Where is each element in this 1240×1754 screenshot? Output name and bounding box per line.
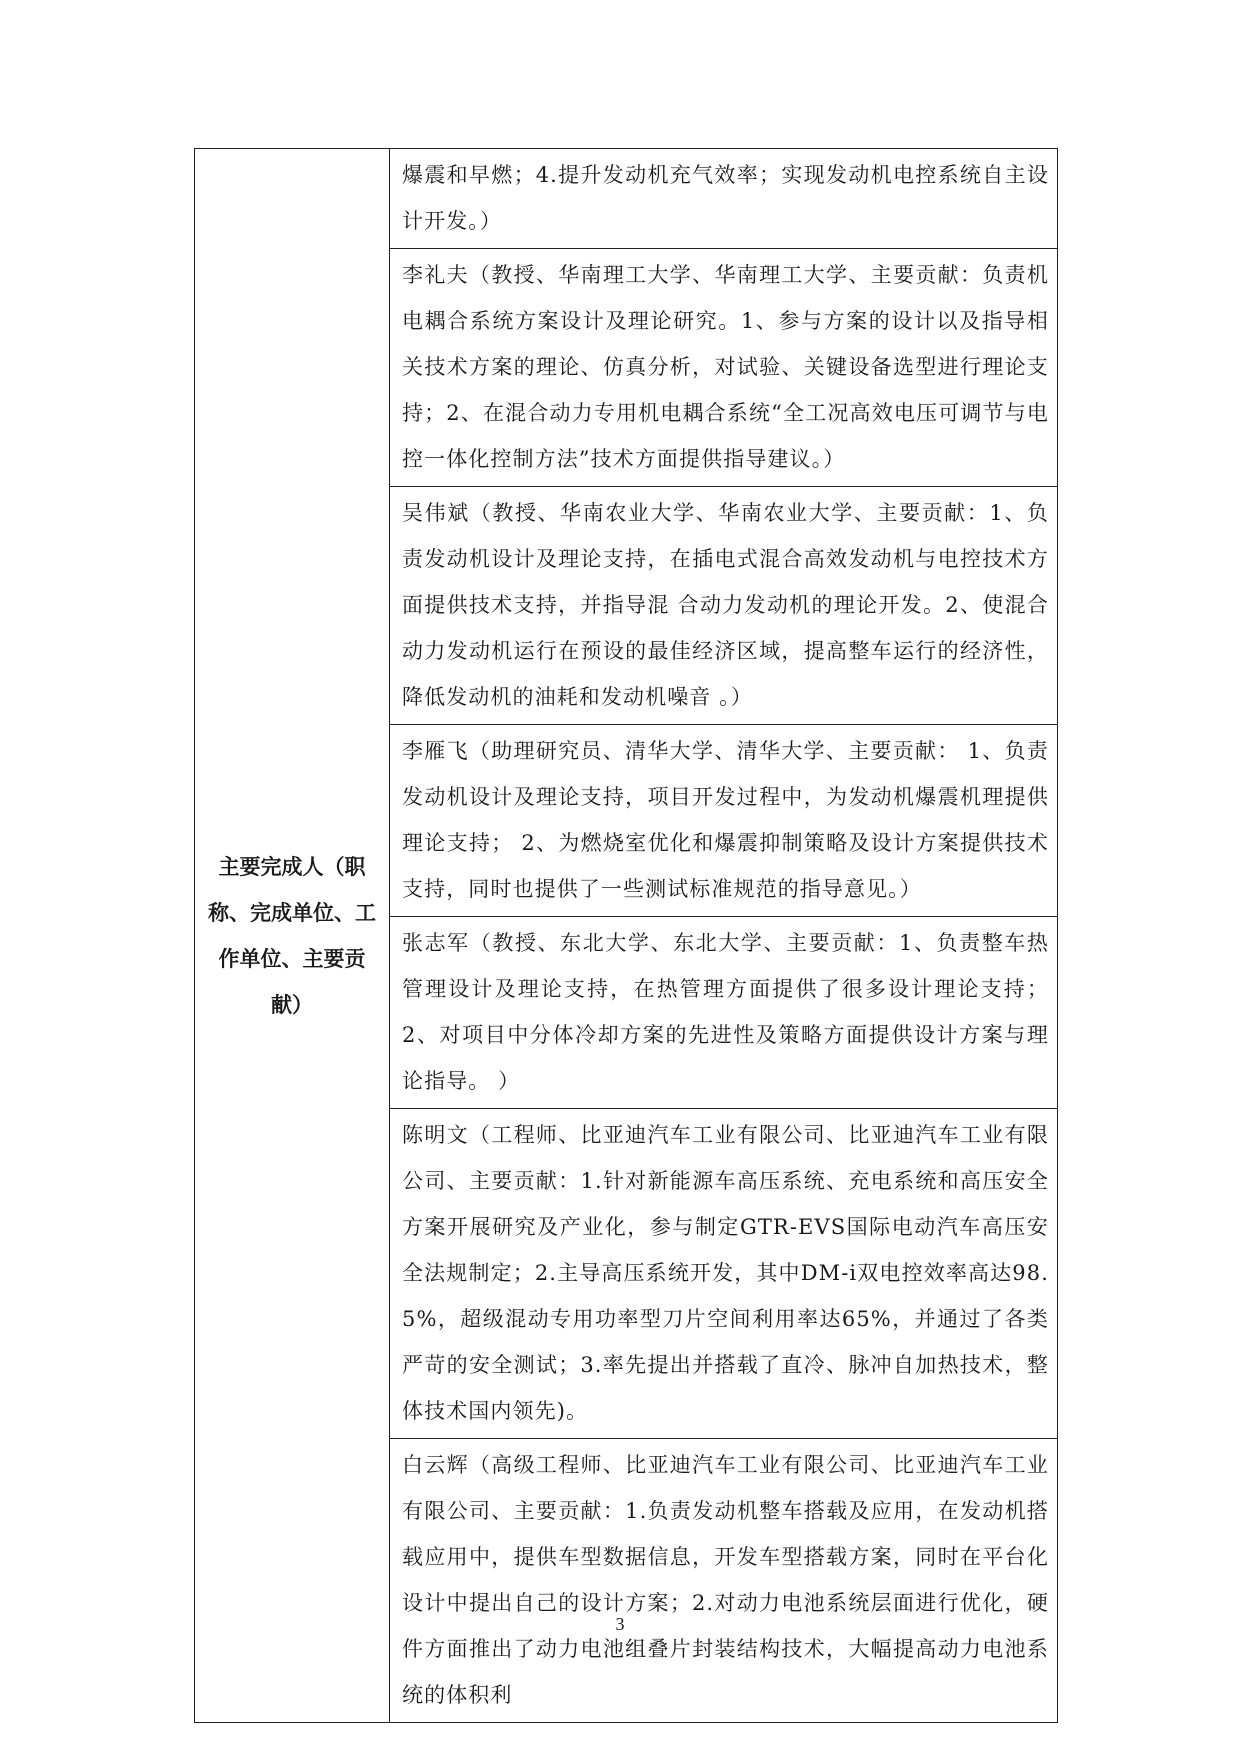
contributor-text: 陈明文（工程师、比亚迪汽车工业有限公司、比亚迪汽车工业有限公司、主要贡献：1.针对新能源车高压系统、充电系统和高压安全方案开展研究及产业化，参与制定GTR-EVS国际电动汽车高压安全法规制定；2.主导高压系统开发，其中DM-i双电控效率高达98.5%，超级混动专用功率型刀片空间利用率达65%，并通过了各类严苛的安全测试；3.率先提出并搭载了直冷、脉冲自加热技术，整体技术国内领先)。: [402, 1123, 1049, 1423]
contributor-text: 吴伟斌（教授、华南农业大学、华南农业大学、主要贡献：1、负责发动机设计及理论支持，在插电式混合高效发动机与电控技术方面提供技术支持，并指导混 合动力发动机的理论开发。2、使混合动力发动机运行在预设的最佳经济区域，提高整车运行的经济性，降低发动机的油耗和发动机噪音 。）: [402, 501, 1049, 709]
contributor-text: 张志军（教授、东北大学、东北大学、主要贡献：1、负责整车热管理设计及理论支持，在热管理方面提供了很多设计理论支持；2、对项目中分体冷却方案的先进性及策略方面提供设计方案与理论指导。 ）: [402, 931, 1049, 1093]
row-header-label: 主要完成人（职称、完成单位、工作单位、主要贡献）: [208, 854, 376, 1017]
contributor-entry-wu-weibin: [390, 487, 1058, 725]
contributor-text: 爆震和早燃；4.提升发动机充气效率；实现发动机电控系统自主设计开发。）: [402, 163, 1049, 233]
contributor-text: 白云辉（高级工程师、比亚迪汽车工业有限公司、比亚迪汽车工业有限公司、主要贡献：1.负责发动机整车搭载及应用，在发动机搭载应用中，提供车型数据信息，开发车型搭载方案，同时在平台化设计中提出自己的设计方案；2.对动力电池系统层面进行优化，硬件方面推出了动力电池组叠片封装结构技术，大幅提高动力电池系统的体积利: [402, 1453, 1049, 1707]
table-row: [195, 149, 1058, 249]
contributor-entry-li-yanfei: [390, 725, 1058, 917]
contributor-text: 李礼夫（教授、华南理工大学、华南理工大学、主要贡献：负责机电耦合系统方案设计及理论研究。1、参与方案的设计以及指导相关技术方案的理论、仿真分析，对试验、关键设备选型进行理论支持；2、在混合动力专用机电耦合系统“全工况高效电压可调节与电控一体化控制方法”技术方面提供指导建议。）: [402, 263, 1049, 471]
contributors-table: [194, 148, 1058, 1723]
contributor-text: 李雁飞（助理研究员、清华大学、清华大学、主要贡献： 1、负责发动机设计及理论支持，项目开发过程中，为发动机爆震机理提供理论支持； 2、为燃烧室优化和爆震抑制策略及设计方案提供技术支持，同时也提供了一些测试标准规范的指导意见。）: [402, 739, 1049, 901]
page-number: 3: [615, 1614, 625, 1634]
contributor-entry-zhang-zhijun: [390, 917, 1058, 1109]
contributor-entry-chen-mingwen: [390, 1109, 1058, 1439]
contributor-entry-continuation: [390, 149, 1058, 249]
contributor-entry-li-lifu: [390, 249, 1058, 487]
contributor-entry-bai-yunhui: [390, 1439, 1058, 1723]
row-header-main-contributors: [195, 149, 390, 1723]
